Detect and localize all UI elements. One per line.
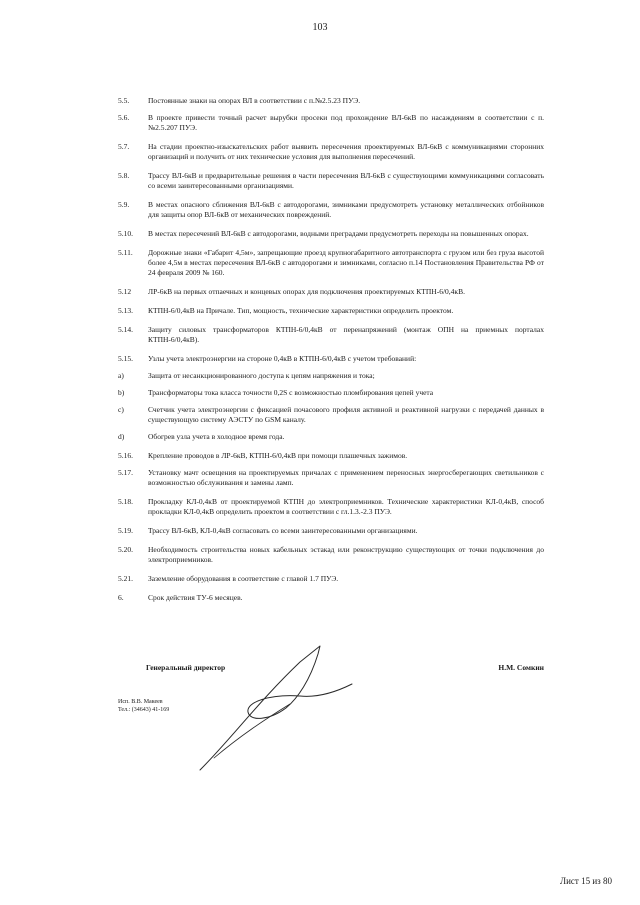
item-text: Трансформаторы тока класса точности 0,2S с возможностью пломбирования цепей учета xyxy=(148,388,434,397)
list-item xyxy=(118,325,544,345)
item-number: a) xyxy=(118,371,124,380)
executor-phone: Тел.: (34643) 41-169 xyxy=(118,707,170,713)
item-number: d) xyxy=(118,432,125,441)
item-number: 5.19. xyxy=(118,526,133,535)
page-number: 103 xyxy=(312,22,328,33)
item-text: Постоянные знаки на опорах ВЛ в соответствии с п.№2.5.23 ПУЭ. xyxy=(148,96,361,105)
item-text: Срок действия ТУ-6 месяцев. xyxy=(148,593,243,602)
item-number: 5.9. xyxy=(118,200,130,209)
signatory-name: Н.М. Сомкин xyxy=(498,663,544,672)
item-text: В местах пересечений ВЛ-6кВ с автодорогами, водными преградами предусмотреть переходы на повышенных опорах. xyxy=(148,229,529,238)
item-text: КТПН-6/0,4кВ на Причале. Тип, мощность, технические характеристики определить проектом. xyxy=(148,306,454,315)
item-number: 5.16. xyxy=(118,451,133,460)
executor-info xyxy=(118,698,169,714)
list-item xyxy=(118,497,544,517)
list-item xyxy=(118,354,544,364)
item-number: b) xyxy=(118,388,125,397)
list-item xyxy=(118,200,544,220)
list-item xyxy=(118,96,544,106)
list-item xyxy=(118,306,544,316)
item-text: ЛР-6кВ на первых отпаечных и концевых опорах для подключения проектируемых КТПН-6/0,4кВ. xyxy=(148,287,465,296)
item-number: 5.15. xyxy=(118,354,133,363)
item-number: 5.13. xyxy=(118,306,133,315)
item-text: Защиту силовых трансформаторов КТПН-6/0,4кВ от перенапряжений (монтаж ОПН на приемных порталах КТПН-6/0,4кВ). xyxy=(148,325,544,344)
item-text: В местах опасного сближения ВЛ-6кВ с автодорогами, зимниками предусмотреть установку металлических отбойников для защиты опор ВЛ-6кВ от механических повреждений. xyxy=(148,200,544,219)
item-text: Узлы учета электроэнергии на стороне 0,4кВ в КТПН-6/0,4кВ с учетом требований: xyxy=(148,354,417,363)
list-item xyxy=(118,526,544,536)
list-item xyxy=(118,545,544,565)
list-item xyxy=(118,593,544,603)
item-text: Дорожные знаки «Габарит 4,5м», запрещающие проезд крупногабаритного автотранспорта с грузом или без груза высотой более 4,5м в местах пересечения ВЛ-6кВ с автодорогами и зимниками, согласно п.14 Постановления Правительства РФ от 24 февраля 2009 № 160. xyxy=(148,248,544,277)
item-number: 5.20. xyxy=(118,545,133,554)
item-text: Трассу ВЛ-6кВ, КЛ-0,4кВ согласовать со всеми заинтересованными организациями. xyxy=(148,526,418,535)
item-text: Крепление проводов в ЛР-6кВ, КТПН-6/0,4кВ при помощи плашечных зажимов. xyxy=(148,451,408,460)
item-number: 5.5. xyxy=(118,96,130,105)
item-number: 5.6. xyxy=(118,113,130,122)
item-number: c) xyxy=(118,405,124,414)
item-number: 5.21. xyxy=(118,574,133,583)
item-text: Заземление оборудования в соответствие с главой 1.7 ПУЭ. xyxy=(148,574,339,583)
item-text: Необходимость строительства новых кабельных эстакад или реконструкцию существующих от точки подключения до электроприемников. xyxy=(148,545,544,564)
handwritten-signature xyxy=(190,640,360,780)
list-item xyxy=(118,142,544,162)
executor-name: Исп. В.В. Макеев xyxy=(118,699,163,705)
list-item xyxy=(118,248,544,278)
item-number: 5.10. xyxy=(118,229,133,238)
item-number: 5.12 xyxy=(118,287,132,296)
sub-item xyxy=(118,405,544,425)
item-number: 5.11. xyxy=(118,248,133,257)
list-item xyxy=(118,451,544,461)
list-item xyxy=(118,468,544,488)
sub-item xyxy=(118,388,544,398)
item-text: Прокладку КЛ-0,4кВ от проектируемой КТПН до электроприемников. Технические характеристики КЛ-0,4кВ, способ прокладки КЛ-0,4кВ определить проектом в соответствии с гл.1.3.-2.3 ПУЭ. xyxy=(148,497,544,516)
item-text: Трассу ВЛ-6кВ и предварительные решения в части пересечения ВЛ-6кВ с существующими коммуникациями согласовать со всеми заинтересованными организациями. xyxy=(148,171,544,190)
item-number: 5.18. xyxy=(118,497,133,506)
item-number: 5.7. xyxy=(118,142,130,151)
item-text: Обогрев узла учета в холодное время года. xyxy=(148,432,285,441)
sheet-counter: Лист 15 из 80 xyxy=(560,876,612,886)
list-item xyxy=(118,574,544,584)
requirements-list xyxy=(118,96,544,603)
item-number: 6. xyxy=(118,593,124,602)
item-number: 5.17. xyxy=(118,468,133,477)
item-text: Установку мачт освещения на проектируемых причалах с применением переносных энергосберегающих светильников с возможностью обслуживания и замены ламп. xyxy=(148,468,544,487)
list-item xyxy=(118,171,544,191)
item-number: 5.8. xyxy=(118,171,130,180)
item-number: 5.14. xyxy=(118,325,133,334)
signatory-title: Генеральный директор xyxy=(146,663,226,672)
item-text: На стадии проектно-изыскательских работ выявить пересечения проектируемых ВЛ-6кВ с коммуникациями сторонних организаций и получить от них технические условия для выполнения пересечений. xyxy=(148,142,544,161)
item-text: В проекте привести точный расчет вырубки просеки под прохождение ВЛ-6кВ по насаждениям в соответствии с п.№2.5.207 ПУЭ. xyxy=(148,113,544,132)
sub-item xyxy=(118,371,544,381)
list-item xyxy=(118,229,544,239)
list-item xyxy=(118,113,544,133)
item-text: Счетчик учета электроэнергии с фиксацией почасового профиля активной и реактивной нагрузки с передачей данных в существующую систему АЭСТУ по GSM каналу. xyxy=(148,405,544,424)
sub-item xyxy=(118,432,544,442)
item-text: Защита от несанкционированного доступа к цепям напряжения и тока; xyxy=(148,371,375,380)
list-item xyxy=(118,287,544,297)
